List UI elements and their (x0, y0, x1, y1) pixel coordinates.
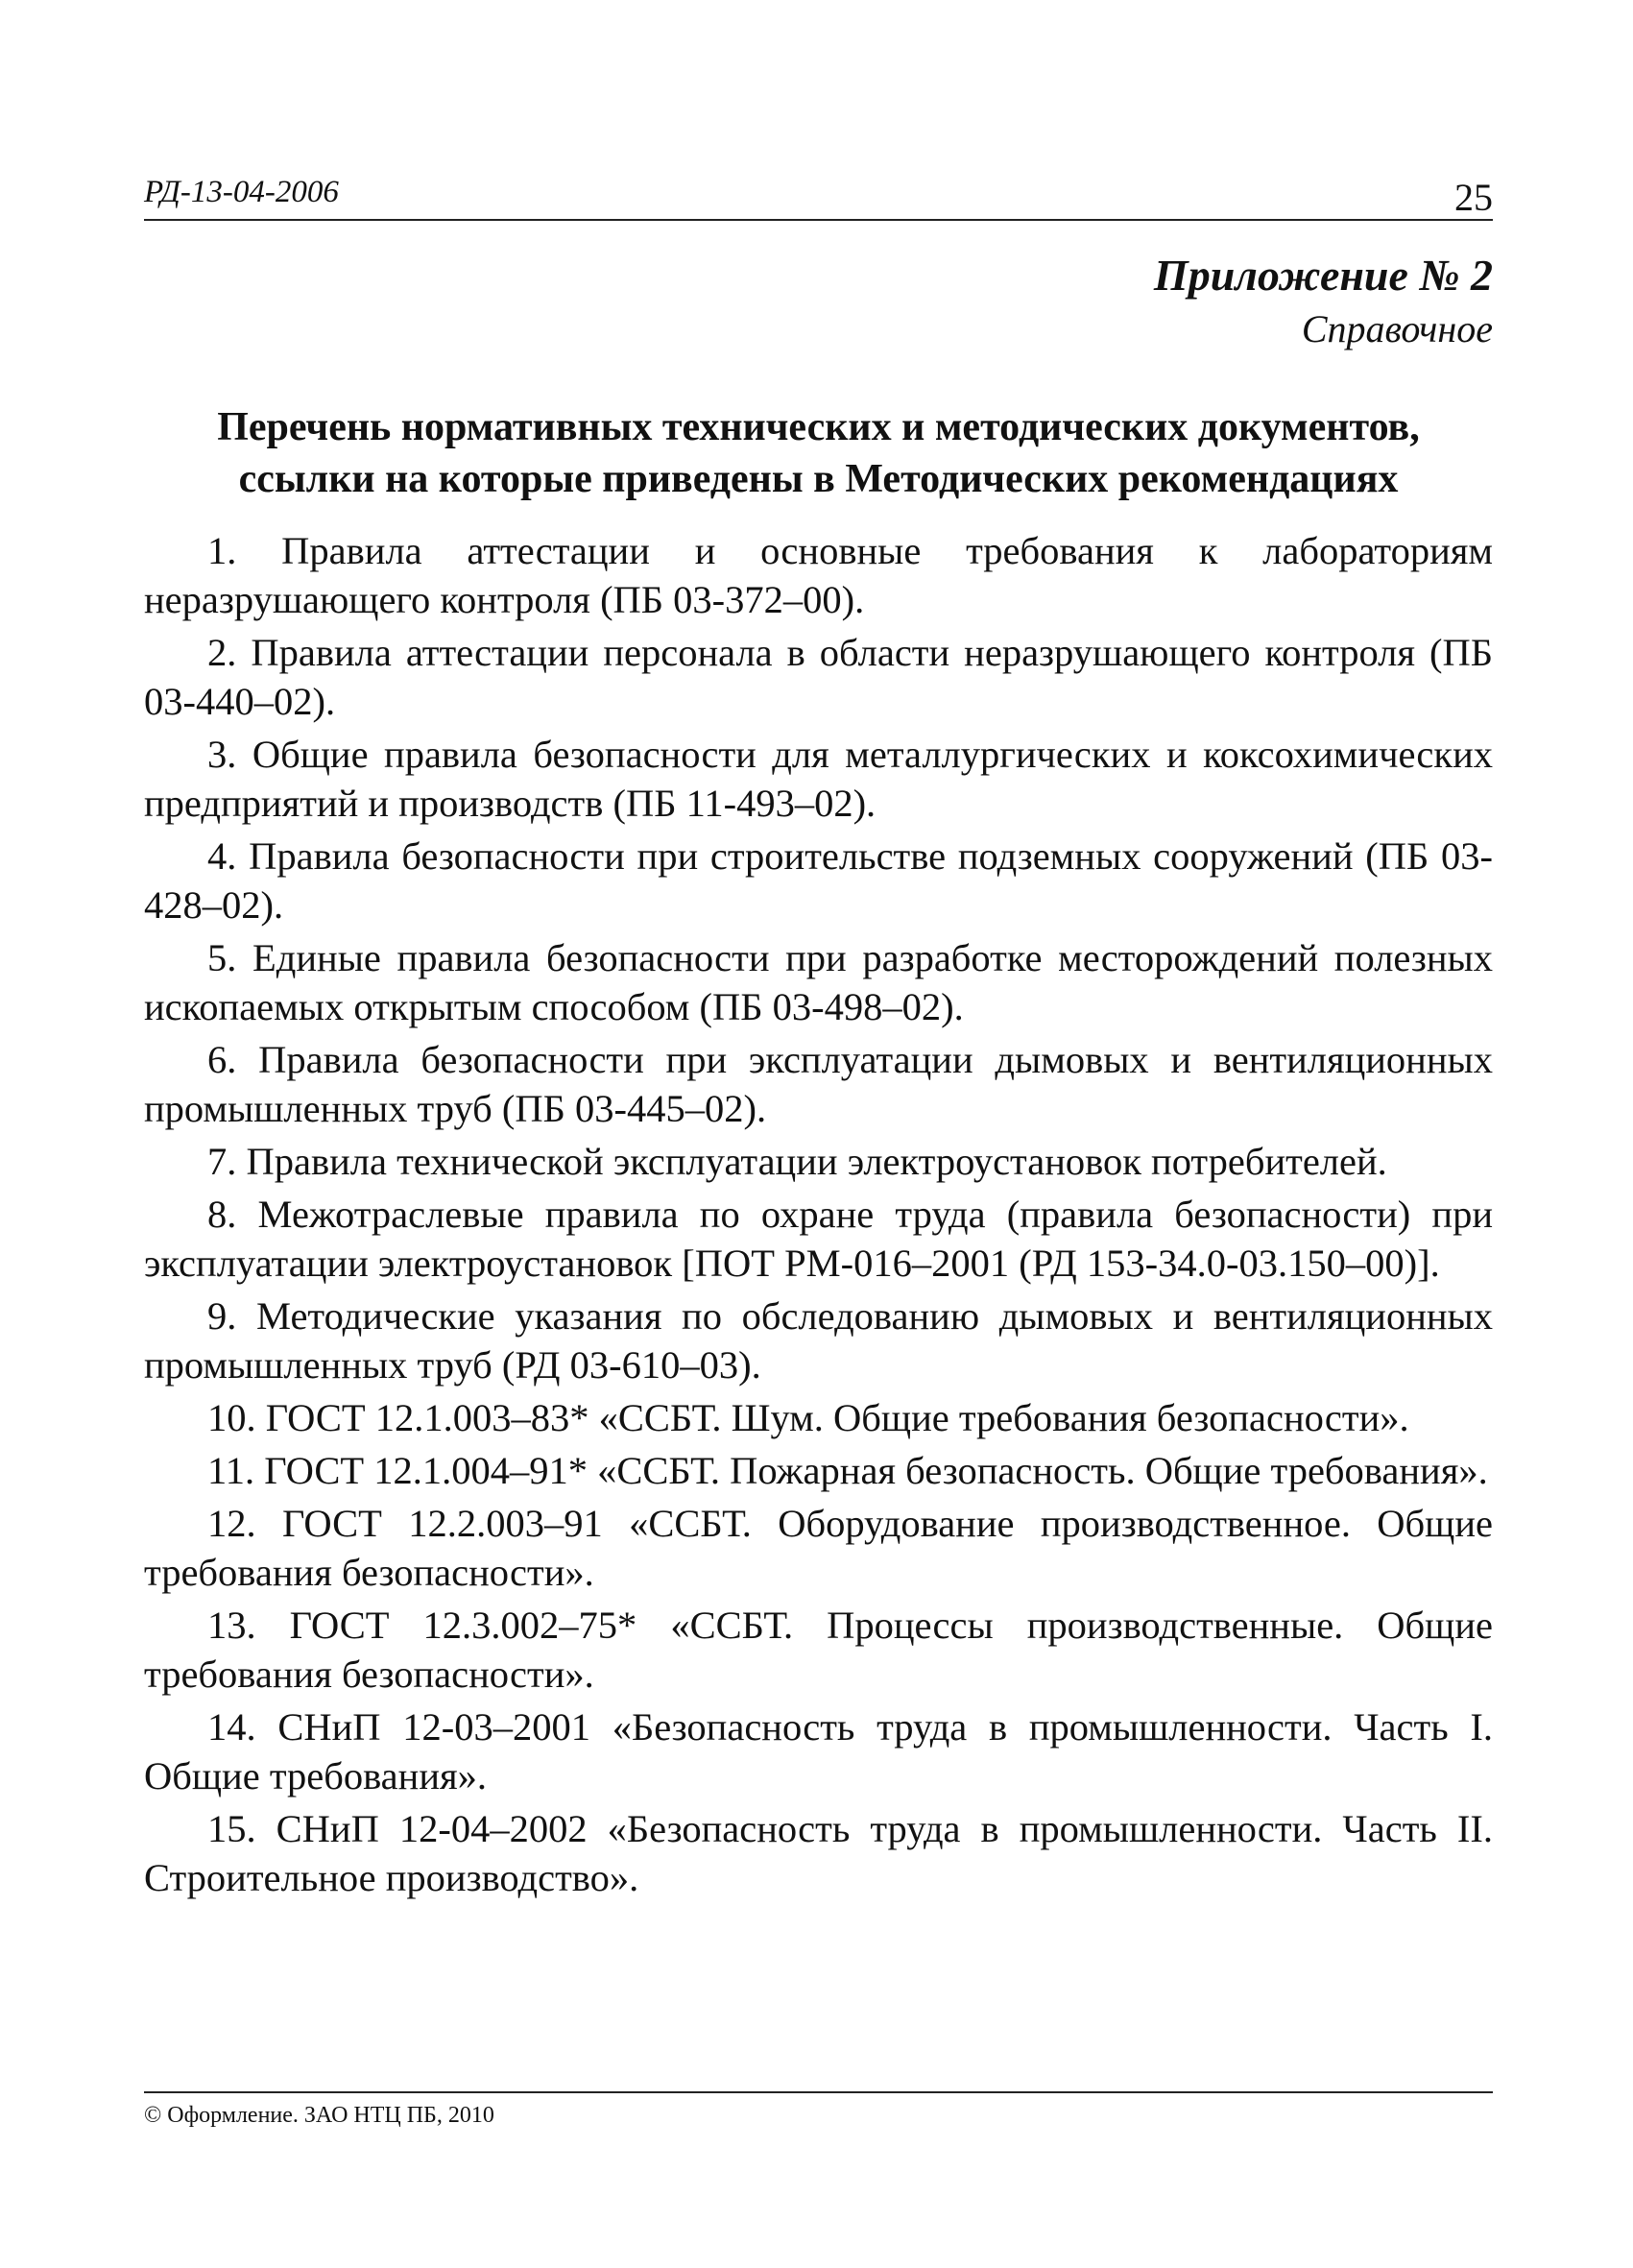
page-number: 25 (1454, 176, 1493, 219)
document-code: РД-13-04-2006 (144, 175, 339, 209)
footer-divider (144, 2091, 1493, 2093)
list-item (144, 730, 1493, 828)
list-item-number: 9. (207, 1294, 237, 1338)
list-item-number: 1. (207, 529, 237, 572)
list-item-number: 6. (207, 1038, 237, 1081)
list-item-number: 14. (207, 1705, 256, 1749)
list-item (144, 526, 1493, 624)
list-item-text: Единые правила безопасности при разработке месторождений полезных ископаемых открытым способом (ПБ 03-498–02). (144, 936, 1494, 1028)
list-item-text: Межотраслевые правила по охране труда (правила безопасности) при эксплуатации электроустановок [ПОТ РМ-016–2001 (РД 153-34.0-03.150–00)]. (144, 1193, 1494, 1285)
list-item (144, 1035, 1493, 1133)
list-item-number: 5. (207, 936, 237, 979)
list-item-number: 7. (207, 1140, 237, 1183)
list-item-text: ГОСТ 12.1.004–91* «ССБТ. Пожарная безопасность. Общие требования». (264, 1449, 1488, 1492)
list-item-number: 3. (207, 733, 237, 776)
list-item-text: СНиП 12-03–2001 «Безопасность труда в промышленности. Часть I. Общие требования». (144, 1705, 1494, 1798)
list-item-text: ГОСТ 12.1.003–83* «ССБТ. Шум. Общие требования безопасности». (265, 1396, 1409, 1439)
list-item-number: 8. (207, 1193, 237, 1236)
list-item (144, 1702, 1493, 1800)
appendix-subtitle: Справочное (1301, 307, 1493, 350)
list-item (144, 1190, 1493, 1288)
list-item-text: Правила безопасности при строительстве подземных сооружений (ПБ 03-428–02). (144, 834, 1493, 927)
list-item-text: СНиП 12-04–2002 «Безопасность труда в промышленности. Часть II. Строительное производство». (144, 1807, 1493, 1899)
list-item-text: Правила технической эксплуатации электроустановок потребителей. (246, 1140, 1387, 1183)
list-item-text: ГОСТ 12.3.002–75* «ССБТ. Процессы производственные. Общие требования безопасности». (144, 1604, 1493, 1696)
list-item-text: Правила аттестации персонала в области неразрушающего контроля (ПБ 03-440–02). (144, 631, 1494, 723)
list-item (144, 1446, 1493, 1495)
footer-copyright: © Оформление. ЗАО НТЦ ПБ, 2010 (144, 2103, 494, 2128)
page-title-line-2: ссылки на которые приведены в Методических рекомендациях (238, 457, 1399, 501)
list-item (144, 628, 1493, 726)
list-item-number: 13. (207, 1604, 256, 1647)
list-item-text: ГОСТ 12.2.003–91 «ССБТ. Оборудование производственное. Общие требования безопасности». (144, 1502, 1493, 1594)
appendix-block (1154, 248, 1493, 355)
list-item-number: 12. (207, 1502, 256, 1545)
list-item-text: Общие правила безопасности для металлургических и коксохимических предприятий и производств (ПБ 11-493–02). (144, 733, 1494, 825)
list-item-number: 10. (207, 1396, 256, 1439)
list-item-number: 2. (207, 631, 237, 674)
appendix-title: Приложение № 2 (1153, 251, 1493, 300)
list-item (144, 1393, 1493, 1442)
list-item (144, 1291, 1493, 1389)
list-item-text: Методические указания по обследованию дымовых и вентиляционных промышленных труб (РД 03-610–03). (144, 1294, 1494, 1387)
list-item-number: 4. (207, 834, 237, 878)
list-item (144, 1137, 1493, 1186)
page-title-line-1: Перечень нормативных технических и методических документов, (217, 405, 1420, 449)
document-list (144, 526, 1493, 1906)
list-item (144, 832, 1493, 929)
list-item (144, 1804, 1493, 1902)
list-item-text: Правила аттестации и основные требования к лабораториям неразрушающего контроля (ПБ 03-372–00). (144, 529, 1493, 621)
list-item-number: 15. (207, 1807, 256, 1850)
list-item (144, 933, 1493, 1031)
list-item (144, 1499, 1493, 1597)
header-divider (144, 219, 1493, 221)
list-item-text: Правила безопасности при эксплуатации дымовых и вентиляционных промышленных труб (ПБ 03-445–02). (144, 1038, 1493, 1130)
list-item (144, 1601, 1493, 1699)
page-title (144, 401, 1493, 505)
list-item-number: 11. (207, 1449, 255, 1492)
